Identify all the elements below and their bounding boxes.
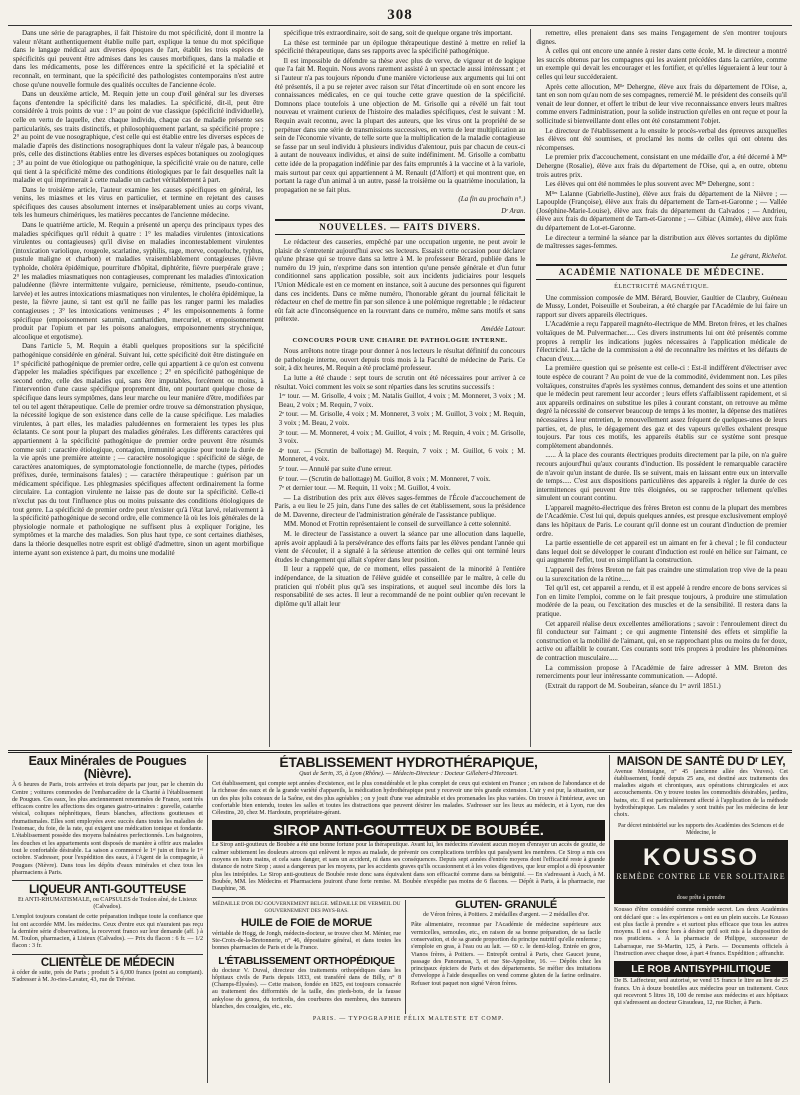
gluten-block [411, 900, 605, 1015]
column-3 [530, 29, 792, 747]
col3-paragraph: Le directeur a terminé la séance par la distribution aux élèves sortantes du diplôme de maîtresses sages-femmes. [536, 233, 788, 251]
printer-imprint: PARIS. — TYPOGRAPHIE FÉLIX MALTESTE ET COMP. [312, 1016, 505, 1023]
academie-paragraph: Une commission composée de MM. Bérard, Bouvier, Gaultier de Claubry, Guéneau de Mussy, Londet, Poiseuille et Soubeiran, a été chargée par l'Académie de lui faire un rapport sur divers appareils électriques. [536, 293, 788, 319]
col3-paragraph: Mˡˡᵉˢ Lalanne (Gabrielle-Justine), élève aux frais du département de la Nièvre ; — Lapouplde (Françoise), élève aux frais du département de Tarn-et-Garonne ; — Vallée (Joséphine-Marie-Louise), élève aux frais du département du Calvados ; — Andrieu, élève aux frais du département de Tarn-et-Garonne ; — Gibiac (Aimée), élève aux frais du département de Lot-et-Garonne. [536, 189, 788, 233]
scrutin-line: 3ᵉ tour. — M. Monneret, 4 voix ; M. Guillot, 4 voix ; M. Requin, 4 voix ; M. Grisolle, 3 voix. [278, 428, 526, 446]
concours-paragraph: La lutte a été chaude : sept tours de scrutin ont été nécessaires pour arriver à ce résultat. Voici comment les voix se sont réparties dans les scrutins successifs : [274, 373, 526, 391]
concours-heading: CONCOURS POUR UNE CHAIRE DE PATHOLOGIE INTERNE. [292, 336, 508, 344]
concours-end-paragraph: MM. Monod et Frottin représentaient le conseil de surveillance à cette solennité. [283, 520, 511, 529]
academie-paragraph: La commission propose à l'Académie de faire adresser à MM. Breton des remerciments pour leur intéressante communication. — Adopté. [536, 663, 788, 681]
concours-end-paragraph: M. le directeur de l'assistance a ouvert la séance par une allocution dans laquelle, après avoir applaudi à la persévérance des efforts faits par les élèves pendant l'année qui vient de s'écouler, il a signalé à la sérieuse attention de celles qui ont terminé leurs études le changement qui allait s'opérer dans leur position. [274, 530, 526, 564]
gluten-ad-text: Pâte alimentaire, reconnue par l'Académie de médecine supérieure aux vermicelles, semoules, etc., en raison de sa bonne préparation, de sa facile conservation, et de sa grande proportion du principe nutritif qu'elle renferme ; s'emploie en gras, à l'eau ou au lait. — 60 c. le demi-kilog. Entrée en gros, Vianos frères, à Poitiers. — Entrepôt central à Paris, chez Gaucet jeune, passage des Panoramas, 3, et rue Ste-Appoline, 16. — Dépôts chez les principaux épiciers de Paris et des départements. Se méfier des imitations d'enveloppe à l'aide desquelles on vend comme gluten de la farine ordinaire. Refuser tout paquet non signé Véron frères. [411, 922, 601, 987]
ads-left-column [8, 755, 208, 1083]
concours-end-paragraph: — La distribution des prix aux élèves sages-femmes de l'École d'accouchement de Paris, a eu lieu le 25 juin, dans l'une des salles de cet établissement, sous la présidence de M. Davenne, directeur de l'administration générale de l'assistance publique. [274, 493, 526, 519]
academie-paragraph: Cet appareil réalise deux excellentes améliorations ; savoir : l'enroulement direct du fil conducteur sur l'aimant ; ce qui augmente l'intensité des effets et simplifie la construction et la mobilité de l'aimant, qui, en se rapprochant plus ou moins du fer doux, active ou affaiblit le courant. Ces courants sont très propres à produire les phénomènes de contraction musculaire..... [536, 619, 788, 662]
ad-divider [212, 897, 605, 898]
kousso-ad-text: Kousso d'être considéré comme remède secret. Les deux Académies ont déclaré que : « les expériences » ont eu un plein succès. Le Kousso est plus facile à prendre » et surtout plus efficace que tous les autres moyens. Il est » donc hors à désirer qu'il soit mis à la disposition de nos praticiens. » À la pharmacie de Philippe, successeur de Labarraque, rue St-Martin, 125, à Paris. — Documents officiels à l'instruction avec chaque dose, à part 4 francs. Expédition ; affranchir. [614, 907, 788, 958]
foie-ad-title: HUILE de FOIE de MORUE [241, 917, 372, 930]
pougues-ad-text: À 6 heures de Paris, trois arrivées et trois départs par jour, par le chemin du Centre ; voitures commodes de l'embarcadère de la Charité à l'établissement de Pougues. Ces eaux, les plus anciennement renommées de France, sont très efficaces contre les affections des organes gastro-urinaires : gravelle, catarrhe vésical, coliques néphrétiques, fleurs blanches, affections goutteuses et rhumatismales. Elles sont employées avec succès dans toutes les maladies de l'estomac, du foie, de la rate, qui exigent une médication tonique et fondante. L'établissement possède des moyens balnéaires perfectionnés. Les baignoires, les douches et les appartements sont disposés de manière à offrir aux malades tout le confortable désirable. La saison a commencé le 1ᵉʳ juin et finira le 1ᵉʳ octobre. S'adresser, pour l'expédition des eaux, à l'Agent de la compagnie, à Pougues (Nièvre). Dans tous les dépôts d'eaux minérales et chez tous les pharmaciens à Paris. [12, 782, 203, 876]
ads-middle-column [208, 755, 610, 1083]
academie-paragraph: La première question qui se présente est celle-ci : Est-il indifférent d'électriser avec toute espèce de courant ? Au point de vue de la commodité, évidemment non. Les piles voltaïques, construites d'après les systèmes connus, demandent des soins et une attention que le médecin peut rarement leur accorder ; leurs effets s'affaiblissent rapidement, et si aux appareils ordinaires on substitue les piles à courant constant, on retrouve au même degré la nécessité de conserver beaucoup de temps à les monter, la dépense des matières nécessaires à leur entretien, le renouvellement assez fréquent de quelques-unes de leurs parties, et, de plus, le dégagement des gaz et des vapeurs qu'elles exhalent presque toujours. Par tous ces motifs, les appareils établis sur ce système sont presque complètement abandonnés. [536, 364, 788, 450]
concours-paragraph: Nous arrêtons notre tirage pour donner à nos lecteurs le résultat définitif du concours de pathologie interne, ouvert depuis trois mois à la Faculté de médecine de Paris. Ce soir, à dix heures, M. Requin a été proclamé professeur. [274, 347, 526, 373]
newspaper-page [8, 6, 792, 1083]
col1-paragraph: Dans le troisième article, l'auteur examine les causes spécifiques en général, les venins, les miasmes et les virus en particulier, et termine en rejetant des causes spécifiques des causes absolument internes et inséparablement unies au corps vivant, tels les humeurs chimériques, les matières peccantes de l'ancienne médecine. [13, 185, 264, 220]
academie-paragraph: L'appareil des frères Breton ne fait pas craindre une stimulation trop vive de la peau ou la surexcitation de la rétine..... [536, 566, 788, 583]
ads-right-column [610, 755, 792, 1083]
gluten-ad-subtitle: de Véron frères, à Poitiers. 2 médailles d'argent. — 2 médailles d'or. [423, 912, 589, 919]
academie-paragraph: L'Académie a reçu l'appareil magnéto-électrique de MM. Breton frères, et les chaînes voltaïques de M. Pulvermacher..... Ces divers instruments lui ont été présentés comme propres à remplir les indications jugées nécessaires à l'application médicale de l'électricité. La tâche de la commission a été de reconnaître les mérites et les défauts de chacun d'eux..... [536, 320, 788, 363]
concours-end-paragraph: Il leur a rappelé que, de ce moment, elles passaient de la minorité à l'entière indépendance, de la situation de l'élève guidée et conseillée par le maître, à celle du praticien qui n'obéit plus qu'à ses inspirations, et auquel seul incombe dès lors la responsabilité de ses actes. Il leur a recommandé de ne point oublier qu'en recevant le diplôme qu'il allait leur [274, 565, 526, 608]
etablissement-ad-subtitle: Quai de Serin, 35, à Lyon (Rhône). — Médecin-Directeur : Docteur Gillebert-d'Hercourt. [299, 770, 518, 777]
col1-paragraph: Dans le quatrième article, M. Requin a présenté un aperçu des principaux types des maladies spécifiques qu'il réduit à quatre : 1° les maladies virulentes (intoxications virulentes ou contagieuses) qu'il divise en maladies incontestablement virulentes (intoxication variolique, rougeole, scarlatine, syphilis, rage, morve, coqueluche, typhus, pustule maligne et charbon) et maladies vraisemblablement contagieuses (fièvre typhoïde, choléra épidémique, pourriture d'hôpital, diphtérite, fièvre puerpérale grave ; 2° les maladies miasmatiques non contagieuses, comprenant les maladies d'intoxication paludéenne (fièvre intermittente vulgaire, pernicieuse, rémittente, pseudo-continue, larvée) et les autres intoxications miasmatiques non virulentes, le choléra épidémique, la peste, la fièvre jaune, si tant est qu'il ne faille pas les ranger parmi les maladies contagieuses ; 3° les intoxications venimeuses ; 4° les empoisonnements à forme spécifique (empoisonnement saturnin, cantharidien, mercuriel, et empoisonnement produit par l'opium et par les poisons analogues, empoisonnements strychnique, alcoolique et ergotisme). [13, 221, 264, 341]
foie-ad-text: véritable de Hogg, de Jongh, médecin-docteur, se trouve chez M. Ménier, rue Ste-Croix-de-la-Bretonnerie, n° 46, dépositaire général, et dans toutes les bonnes pharmacies de Paris et de la France. [212, 930, 401, 952]
rob-ad-title: LE ROB ANTISYPHILITIQUE [614, 961, 788, 977]
col3-paragraph: remettre, elles prenaient dans ses mains l'engagement de s'en montrer toujours dignes. [536, 29, 788, 46]
sirop-ad-title: SIROP ANTI-GOUTTEUX DE BOUBÉE. [212, 820, 605, 841]
kousso-logo-caption: dose prête à prendre [676, 895, 726, 902]
scrutin-line: 6ᵉ tour. — (Scrutin de ballottage) M. Guillot, 8 voix ; M. Monneret, 7 voix. [278, 474, 491, 483]
foie-ad-medals: MÉDAILLE D'OR DU GOUVERNEMENT BELGE. MÉDAILLE DE VERMEIL DU GOUVERNEMENT DES PAYS-BAS. [212, 900, 401, 914]
rob-ad-text: De B. Laffecteur, seul autorisé, se vend 15 francs le litre au lieu de 25 francs. Un à douze bouteilles aux médecins pour un traitement. Ceux qui recevront 5 litres 18, 100 de remise aux médecins et aux hôpitaux qui s'adressent au docteur Giraudeau, 12, rue Richer, à Paris. [614, 978, 788, 1007]
academie-paragraph: ...... À la place des courants électriques produits directement par la pile, on n'a guère recours aujourd'hui qu'aux courants d'induction. Ils possèdent le remarquable caractère de n'avoir qu'un instant de durée. Ils se suivent, mais en laissant entre eux un intervalle de temps..... C'est aux dispositions particulières des appareils à régler la durée de ces intermittences qui peuvent être très éloignées, ou se rapprocher tellement qu'elles simulent un courant continu. [536, 451, 788, 503]
advertisements-section [8, 755, 792, 1083]
liqueur-ad-subtitle: Et ANTI-RHUMATISMALE, ou CAPSULES de Toulon aîné, de Lisieux (Calvados). [18, 896, 197, 910]
nouvelles-heading: NOUVELLES. — FAITS DIVERS. [275, 219, 526, 235]
col3-paragraph: Après cette allocution, Mˡˡᵉ Dehergne, élève aux frais du département de l'Oise, a, tant en son nom qu'au nom de ses compagnes, remercié M. le président des conseils qu'il venait de leur donner, et offert le tribut de leur vive reconnaissance envers leurs maîtres comme envers l'administration, pour la solide instruction qu'elles en ont reçue et pour la sollicitude si bienveillante dont elles ont été constamment l'objet. [536, 82, 788, 125]
bottom-ads-grid [212, 900, 605, 1015]
advertisements-rule [8, 750, 792, 753]
ad-divider [12, 880, 203, 881]
sirop-ad-text: Le Sirop anti-goutteux de Boubée a été une bonne fortune pour la thérapeutique. Avant lui, les médecins n'avaient aucun moyen d'enrayer un accès de goutte, de calmer subitement les douleurs atroces qui enlèvent le repos au malade, de prévenir ces complications terribles qui paralysent les membres. Ce Sirop a mis ces moyens en leurs mains, et cela sans danger, et sans un accident, ni dans ses conséquences. Depuis sept années d'entrée moyens dont l'efficacité reste à grande distance de notre Sirop ; aussi a dangereux par les moyens, par les accidents graves qu'ils occasionnent et à les voies digestives, que leur emploi a dû épouvanter plus les intrépides. Le Sirop anti-goutteux de Boubée reste donc sans équivalent dans son efficacité comme dans sa bénignité. — En s'adressant à Auch, à M. Boubée, MM. les Médecins et Pharmaciens jouiront d'une forte remise. M. Boubée n'expédie pas moins de 6 flacons. — Dépôt à Paris, à la pharmacie, rue Dauphine, 38. [212, 842, 605, 893]
academie-subheading: ÉLECTRICITÉ MAGNÉTIQUE. [614, 283, 710, 291]
column-2 [269, 29, 531, 747]
continuation-note: (La fin au prochain n°.) [458, 195, 526, 204]
col3-paragraph: Le directeur de l'établissement a lu ensuite le procès-verbal des épreuves auxquelles les élèves ont été soumises, et proclamé les noms de celles qui ont obtenu des récompenses. [536, 126, 788, 152]
sante-ad-title: MAISON DE SANTÉ DU Dʳ LEY, [616, 755, 786, 768]
kousso-logo-subtitle: REMÈDE CONTRE LE VER SOLITAIRE [616, 872, 786, 882]
scrutin-line: 4ᵉ tour. — (Scrutin de ballottage) M. Requin, 7 voix ; M. Guillot, 6 voix ; M. Monneret, 4 voix. [278, 446, 526, 464]
gluten-ad-title: GLUTEN- GRANULÉ [455, 898, 557, 911]
academie-footer: (Extrait du rapport de M. Soubeiran, séance du 1ᵉʳ avril 1851.) [545, 681, 721, 690]
scrutin-line: 7ᵉ et dernier tour. — M. Requin, 11 voix ; M. Guillot, 4 voix. [278, 484, 451, 493]
clientele-ad-text: à céder de suite, près de Paris ; produit 5 à 6,000 francs (point au comptant). S'adresser à M. Jo-ries-Lavater, 43, rue de Trévise. [12, 969, 203, 984]
kousso-logo-box [614, 840, 788, 904]
clientele-ad-title: CLIENTÈLE DE MÉDECIN [40, 956, 175, 969]
pougues-ad-title: Eaux Minérales de Pougues (Nièvre). [28, 755, 187, 782]
col1-paragraph: Dans une série de paragraphes, il fait l'histoire du mot spécificité, dont il montre la valeur n'étant authentiquement établie nulle part, explique la tenue du mot spécifique dans le langage médical aux diverses époques de l'art, établit les trois espèces de spécificités qui peuvent être admises dans les causes morbifiques, dans la maladie et dans les médicaments, pose les différences entre la spécificité et la spécialité et reconnaît, en terminant, que la spécificité des pathologistes contemporains n'est autre chose qu'une nouvelle formule des qualités occultes de l'ancienne école. [13, 29, 264, 89]
page-number: 308 [387, 7, 413, 23]
nouvelles-signature: Amédée Latour. [481, 325, 526, 333]
foie-ortho-block [212, 900, 406, 1015]
col2-paragraph: Il est impossible de défendre sa thèse avec plus de verve, de vigueur et de logique que l'a fait M. Requin. Nous avons rarement assisté à un spectacle aussi intéressant ; et si l'auteur n'a pas toujours répondu d'une manière victorieuse aux arguments qui lui ont été présentés, il a pu se rejeter avec raison sur l'état d'incertitude où en sont encore les connaissances médicales, en ce qui touche cette grave question de la spécificité. Domnons place toutefois à une objection de M. Grisolle qui a révélé un fait tout nouveau et vraiment curieux de l'histoire des maladies spécifiques, c'est le suivant : M. Requin avait reconnu, avec la plupart des auteurs, que les virus ont la propriété de se perpétuer dans une série de transmissions successives, en vertu de leur multiplication au sein de l'économie vivante, de telle sorte que la multiplication de la maladie contagieuse se fasse par un seul individu à plusieurs individus d'alentour, puis par chacun de ceux-ci à autant de nouveaux individus, et ainsi de suite indéfiniment. M. Grisolle a combattu cette idée de la propagation indéfinie par des faits empruntés à la vaccine et à la variole, mais surtout par ceux qui appartiennent à M. Renault (d'Alfort) et qui montrent que, en portant la rage d'un animal à un autre, passé la troisième ou la quatrième inoculation, la propagation ne se fait plus. [274, 56, 526, 194]
academie-paragraph: La partie essentielle de cet appareil est un aimant en fer à cheval ; le fil conducteur dans lequel doit se développer le courant d'induction est roulé en hélice sur l'aimant, ce qui augmente l'effet, tout en simplifiant la construction. [536, 539, 788, 565]
scrutin-line: 5ᵉ tour. — Annulé par suite d'une erreur. [278, 464, 392, 473]
article-signature: Dʳ Aran. [501, 206, 526, 215]
article-columns [8, 29, 792, 747]
ortho-ad-title: L'ÉTABLISSEMENT ORTHOPÉDIQUE [218, 954, 395, 967]
etablissement-ad-title: ÉTABLISSEMENT HYDROTHÉRAPIQUE, [279, 755, 538, 770]
top-rule [8, 25, 792, 26]
ad-divider [12, 954, 203, 955]
nouvelles-paragraph: Le rédacteur des causeries, empêché par une occupation urgente, ne peut avoir le plaisir de s'entretenir aujourd'hui avec ses lecteurs. Essaisit cette occasion pour déclarer qu'une phrase qui se trouve dans sa lettre à M. le professeur Bérard, publiée dans le numéro du 19 juin, n'exprime dans son intention qu'une pensée générale et d'un futur conditionnel sans application possible, soit aux incidents judiciaires pour lesquels l'Union Médicale est en ce moment en instance, soit à aucune des personnes qui figurent dans ces incidents. Dans ce même numéro, l'honorable gérant du journal félicitait le rédacteur en chef de mettre fin par son silence à une polémique regrettable ; le rédacteur eût fait acte d'inconséquence en la rouvrant dans ce numéro, même sans motifs et sans prétexte. [274, 238, 526, 324]
col3-paragraph: À celles qui ont encore une année à rester dans cette école, M. le directeur a montré les succès obtenus par les compagnes qui les avaient précédées dans la carrière, comme un exemple qui devait les encourager et les fortifier, et qu'elles légueraient à leur tour à celles qui leur succéderaient. [536, 47, 788, 81]
kousso-logo-title: KOUSSO [642, 844, 759, 872]
col2-paragraph: La thèse est terminée par un épilogue thérapeutique destiné à mettre en relief la spécificité thérapeutique, dans ses rapports avec la spécificité pathogénique. [274, 38, 526, 56]
col1-paragraph: Dans un deuxième article, M. Requin jette un coup d'œil général sur les diverses façons d'entendre la spécificité dans les maladies. La spécificité, dit-il, peut être considérée à trois points de vue : 1° au point de vue classique (spécificité individuelle), celle en vertu de laquelle, chez chaque individu, chaque cas de maladie présente ses particularités, ses traits distinctifs, et philosophiquement parlant, sa spécificité propre ; 2° au point de vue nosographique, c'est celle qui est établie entre les diverses espèces de maladie d'après des distinctions nosographiques dont la valeur n'égale pas, à beaucoup près, celle des distinctions établies entre les diverses espèces botaniques ou zoologiques ; 3° au point de vue étiologique ou pathogénique, la spécificité vraie ou de nature, celle qui tient à la spécificité même des conditions étiologiques par le fait desquelles naît la maladie et qui imprimerait à cette maladie un cachet véritablement à part. [13, 90, 264, 185]
gerant-signature: Le gérant, Richelot. [731, 251, 788, 260]
academie-heading: ACADÉMIE NATIONALE DE MÉDECINE. [536, 264, 787, 280]
column-1 [8, 29, 269, 747]
col1-paragraph: Dans l'article 5, M. Requin a établi quelques propositions sur la spécificité pathogénique considérée en général. Suivant lui, cette spécificité doit être distinguée en 1° spécificité pathogénique de premier ordre, celle qui appartient à ce qu'on est convenu d'appeler les maladies spécifiques par excellence ; 2° en spécificité pathogénique de second ordre, celle des maladies qui, sans être imputables, forcément ou moins, à l'intervention d'une cause spécifique proprement dite, ont pourtant quelque chose de spécifique dans leurs symptômes, dans leur marche ou leur manière d'être, modifiées par tel ou tel agent thérapeutique. Celle de premier ordre trouve sa démonstration physique, la nécessité logique de son existence dans celle de la cause spécifique. Les maladies virulentes, à part elles, les maladies paludéennes en formeraient les types les plus éclatants. Ce sont pour la plupart des maladies générales. Les différents caractères qui appartiennent à la spécificité pathogénique de premier ordre peuvent être résumés comme suit : caractère étiologique, contagion, immunité acquise pour toute la durée de la vie après une première atteinte ; — caractère nosologique : spécificité de siège, de caractères anatomiques, de symptomatologie fonctionnelle, de marche (types, périodes préfixes, durée, terminaisons fatales) ; — caractère thérapeutique : guérison par un médicament spécifique. Les phlegmasies spécifiques affectent ordinairement la forme circulaire. La contagion virulente ne laisse pas de doute sur la spécificité. Celle-ci n'exclut pas du tout l'influence plus ou moins puissante des conditions étiologiques de tout genre. La spécificité de premier ordre peut n'exister qu'à l'état larvé, relativement à la spécificité pathogénique de second ordre, elle commence là où les lois générales de la physiologie normale et pathologique ne suffisent plus à expliquer l'origine, les symptômes et la marche des maladies. Son plus haut type, ce sont certaines diathèses, dans la théorie desquelles notre esprit est obligé d'admettre, sinon un agent morbifique interne ayant son existence à part, du moins une modalité [13, 342, 264, 557]
ortho-ad-text: du docteur V. Duval, directeur des traitements orthopédiques dans les hôpitaux civils de Paris depuis 1833, est transféré dans de Billy, n° 8 (Champs-Élysées). — Cette maison, fondée en 1825, est toujours consacrée au traitement des difformités de la taille, des pieds-bots, de la fausse ankylose du genou, du torticolis, des courbures des membres, des tumeurs blanches, des coxalgies, etc., etc. [212, 967, 401, 1011]
scrutin-line: 1ᵉʳ tour. — M. Grisolle, 4 voix ; M. Natalis Guillot, 4 voix ; M. Monneret, 3 voix ; M. Beau, 2 voix ; M. Requin, 7 voix. [278, 392, 526, 409]
scrutin-line: 2ᵉ tour. — M. Grisolle, 4 voix ; M. Monneret, 3 voix ; M. Guillot, 3 voix ; M. Requin, 3 voix ; M. Beau, 2 voix. [278, 410, 526, 427]
col3-paragraph: Les élèves qui ont été nommées le plus souvent avec Mˡˡᵉ Dehergne, sont : [545, 180, 755, 189]
academie-paragraph: Tel qu'il est, cet appareil a rendu, et il est appelé à rendre encore de bons services si l'on en limite l'emploi, comme on le fait presque toujours, à produire une stimulation modérée de la peau, ou l'excitation des muscles et de la sensibilité. Il restera dans la pratique. [536, 584, 788, 618]
col2-paragraph: spécifique très extraordinaire, soit de sang, soit de quelque organe très important. [283, 29, 513, 37]
liqueur-ad-title: LIQUEUR ANTI-GOUTTEUSE [29, 882, 186, 897]
col3-paragraph: Le premier prix d'accouchement, consistant en une médaille d'or, a été décerné à Mˡˡᵉ Dehergne (Rosalie), élève aux frais du département de l'Oise, qui a, en outre, obtenu trois autres prix. [536, 153, 788, 179]
liqueur-ad-text: L'emploi toujours constant de cette préparation indique toute la confiance que lui ont accordée MM. les médecins. Ceux d'entre eux qui n'auraient pas reçu la dernière série d'observations, la recevront franco sur leur demande (aff. ) à M. Toulon, pharmacien, à Lisieux (Calvados). — Prix du flacon : 6 fr. — 1/2 flacon : 3 fr. [12, 914, 203, 950]
kousso-ad-intro: Par décret ministériel sur les rapports des Académies des Sciences et de Médecine, le [618, 822, 784, 836]
etablissement-ad-text: Cet établissement, qui compte sept années d'existence, est le plus considérable et le plus complet de ceux qui existent en France ; en raison de l'abondance et de la richesse des eaux et de la grande variété d'appareils, la médication hydrothérapique peut y recevoir une très grande extension. L'air y est pur, la situation, sur un des plus jolis coteaux de la Saône, est des plus agréables ; on y jouit d'une vue admirable et des promenades les plus variées. On trouve à l'intérieur, avec un confortable bien entendu, toutes les salles et toutes les distractions que peuvent désirer les malades. S'adresser sur les lieux au médecin, et à Lyon, rue des Célestins, 20, chez M. Hardouin, propriétaire-gérant. [212, 780, 605, 817]
academie-paragraph: L'appareil magnéto-électrique des frères Breton est connu de la plupart des membres de l'Académie. C'est lui qui, depuis quelques années, est presque exclusivement employé dans les hôpitaux de Paris. Le courant qu'il donne est un courant d'induction de premier ordre. [536, 503, 788, 538]
sante-ad-text: Avenue Montaigne, n° 45 (ancienne allée des Veuves). Cet établissement, fondé depuis 25 ans, est destiné aux traitements des maladies aiguës et chroniques, aux opérations chirurgicales et aux accouchements. On y trouve toutes les commodités désirables, jardins, bains, etc. Il est particulièrement affecté à l'application de la méthode hydrothérapique. Les malades y sont traités par les médecins de leur choix. [614, 768, 788, 819]
